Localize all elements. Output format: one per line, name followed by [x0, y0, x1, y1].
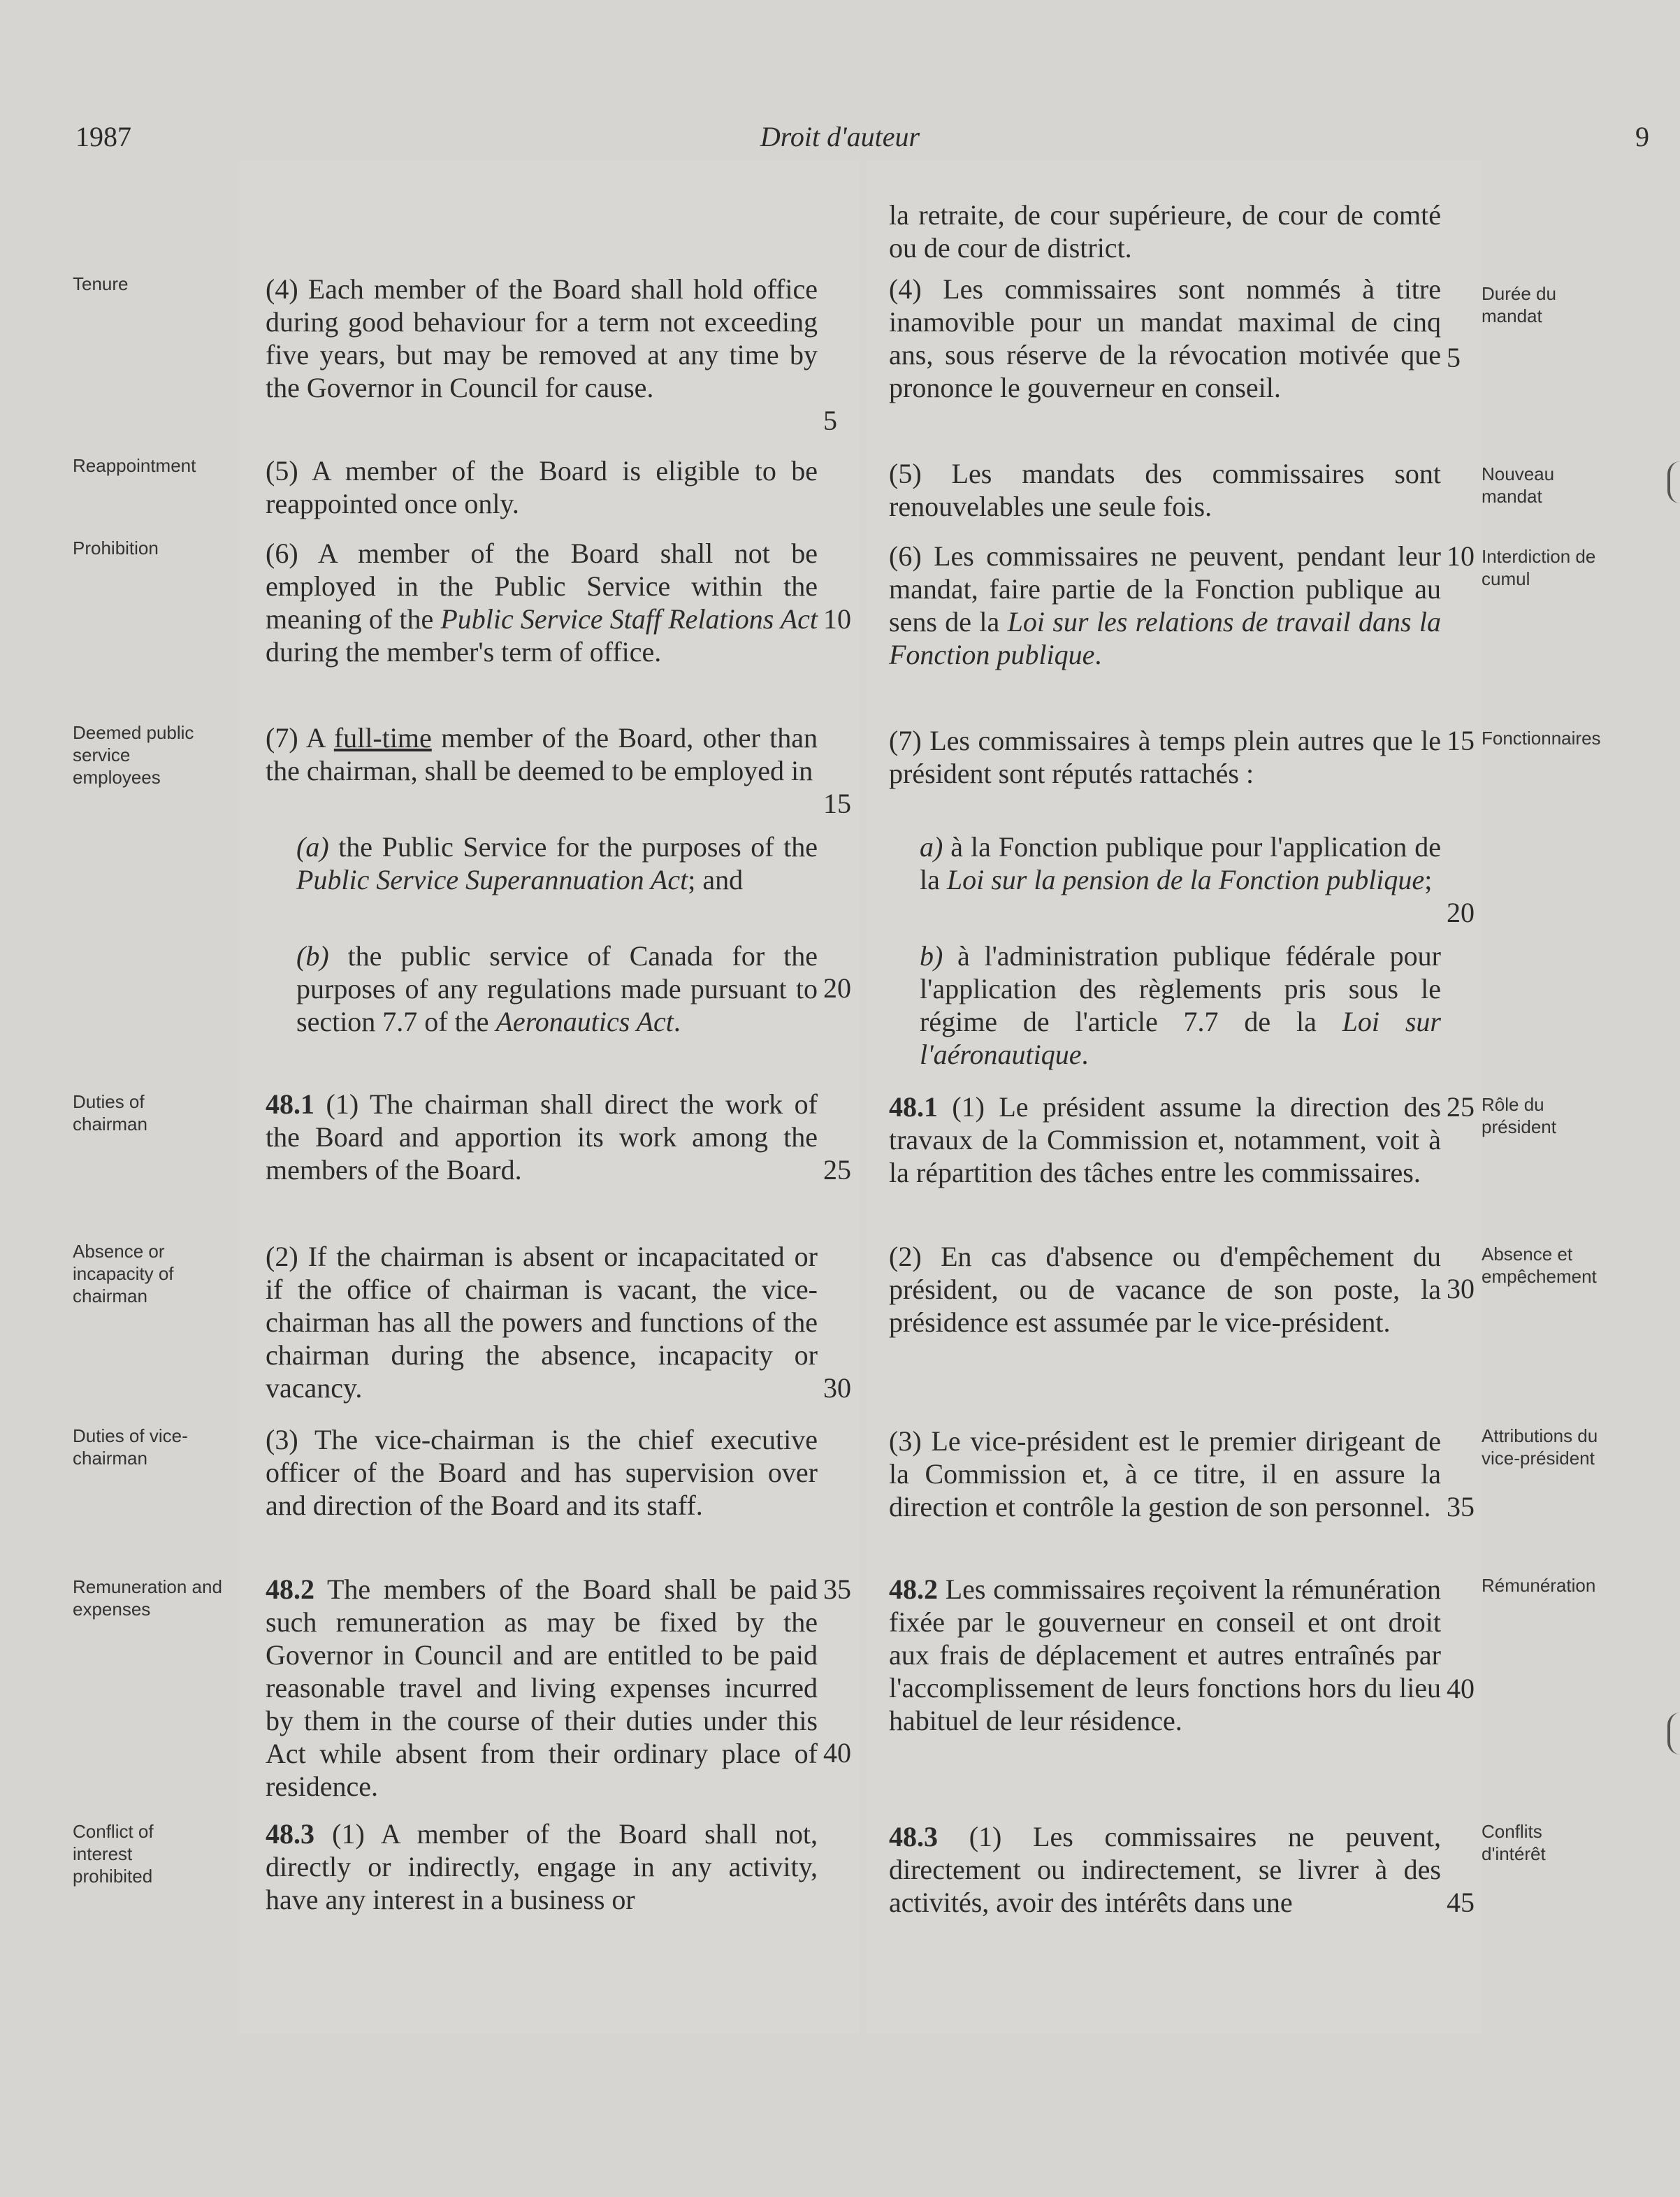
en-section-48-1-3: (3) The vice-chairman is the chief executive officer of the Board and has supervision over and direction of the Board and its staff. — [266, 1424, 818, 1521]
note-duties-of-chairman: Duties of chairman — [73, 1091, 147, 1134]
en-paragraph-b: (b) the public service of Canada for the purposes of any regulations made pursuant to section 7.7 of the Aeronautics Act. — [296, 940, 818, 1037]
note-absence-empechement: Absence et empêchement — [1482, 1244, 1597, 1287]
line-number-en: 15 — [823, 788, 851, 819]
line-number-fr: 25 — [1447, 1091, 1475, 1123]
note-duties-of-vice-chairman: Duties of vice-chairman — [73, 1425, 188, 1469]
en-section-48-2: 48.2 The members of the Board shall be paid such remuneration as may be fixed by the Governor in Council and are entitled to be paid reasonable travel and living expenses incurred by them in the course of their duties under this Act while absent from their ordinary place of residence. — [266, 1573, 818, 1802]
note-absence-of-chairman: Absence or incapacity of chairman — [73, 1241, 174, 1306]
line-number-fr: 45 — [1447, 1887, 1475, 1918]
line-number-en: 20 — [823, 972, 851, 1004]
line-number-fr: 30 — [1447, 1273, 1475, 1304]
note-conflits-interet: Conflits d'intérêt — [1482, 1821, 1546, 1864]
line-number-fr: 35 — [1447, 1491, 1475, 1522]
binding-ring-mark — [1667, 461, 1680, 503]
fr-subsection-4: (4) Les commissaires sont nommés à titre inamovible pour un mandat maximal de cinq ans, sous réserve de la révocation motivée que prononce le gouverneur en conseil. — [889, 273, 1441, 403]
line-number-en: 40 — [823, 1737, 851, 1769]
line-number-fr: 10 — [1447, 540, 1475, 572]
line-number-en: 5 — [823, 405, 837, 436]
header-year: 1987 — [75, 121, 131, 152]
fr-section-48-3: 48.3 (1) Les commissaires ne peuvent, directement ou indirectement, se livrer à des activités, avoir des intérêts dans une — [889, 1821, 1441, 1918]
fr-paragraph-b: b) à l'administration publique fédérale pour l'application des règlements pris sous le régime de l'article 7.7 de la Loi sur l'aéronautique. — [920, 940, 1441, 1070]
fr-section-48-1-2: (2) En cas d'absence ou d'empêchement du président, ou de vacance de son poste, la présidence est assumée par le vice-président. — [889, 1241, 1441, 1338]
en-subsection-7: (7) A full-time member of the Board, other than the chairman, shall be deemed to be employed in — [266, 722, 818, 786]
en-section-number-48-3: 48.3 — [266, 1818, 314, 1850]
en-paragraph-a: (a) the Public Service for the purposes of the Public Service Superannuation Act; and — [296, 831, 818, 895]
note-duree-du-mandat: Durée du mandat — [1482, 283, 1556, 326]
note-tenure: Tenure — [73, 273, 129, 294]
fr-continuation: la retraite, de cour supérieure, de cour de comté ou de cour de district. — [889, 199, 1441, 264]
fr-section-48-2: 48.2 Les commissaires reçoivent la rémunération fixée par le gouverneur en conseil et ont droit aux frais de déplacement et autres entraînés par l'accomplissement de leurs fonctions hors du lieu habituel de leur résidence. — [889, 1573, 1441, 1736]
en-act-title: Public Service Staff Relations Act — [440, 603, 818, 635]
en-subsection-4: (4) Each member of the Board shall hold office during good behaviour for a term not exceeding five years, but may be removed at any time by the Governor in Council for cause. — [266, 273, 818, 403]
fr-paragraph-a: a) à la Fonction publique pour l'application de la Loi sur la pension de la Fonction publique; — [920, 831, 1441, 895]
fr-act-title: Loi sur les relations de travail dans la Fonction publique — [889, 606, 1441, 670]
line-number-fr: 40 — [1447, 1673, 1475, 1704]
note-conflict-of-interest: Conflict of interest prohibited — [73, 1821, 154, 1887]
fr-section-number-48-3: 48.3 — [889, 1821, 938, 1852]
en-underlined-full-time: full-time — [333, 722, 432, 754]
fr-subsection-6: (6) Les commissaires ne peuvent, pendant leur mandat, faire partie de la Fonction publique au sens de la Loi sur les relations de travail dans la Fonction publique. — [889, 540, 1441, 670]
page-number: 9 — [1635, 121, 1649, 152]
fr-section-number-48-2: 48.2 — [889, 1573, 938, 1605]
header-title: Droit d'auteur — [760, 121, 920, 152]
line-number-en: 35 — [823, 1573, 851, 1605]
line-number-en: 30 — [823, 1372, 851, 1404]
en-subsection-6: (6) A member of the Board shall not be employed in the Public Service within the meaning of the Public Service Staff Relations Act during the member's term of office. — [266, 538, 818, 668]
en-section-48-1: 48.1 (1) The chairman shall direct the work of the Board and apportion its work among the members of the Board. — [266, 1088, 818, 1186]
note-attributions-vice-president: Attributions du vice-président — [1482, 1425, 1598, 1469]
fr-subsection-5: (5) Les mandats des commissaires sont renouvelables une seule fois. — [889, 458, 1441, 522]
line-number-fr: 15 — [1447, 725, 1475, 756]
line-number-en: 10 — [823, 603, 851, 635]
fr-section-number-48-1: 48.1 — [889, 1091, 938, 1123]
note-prohibition: Prohibition — [73, 538, 159, 559]
note-remuneration: Remuneration and expenses — [73, 1576, 222, 1620]
note-fonctionnaires: Fonctionnaires — [1482, 728, 1601, 749]
note-role-du-president: Rôle du président — [1482, 1094, 1556, 1137]
en-section-number-48-2: 48.2 — [266, 1573, 314, 1605]
fr-section-48-1-3: (3) Le vice-président est le premier dirigeant de la Commission et, à ce titre, il en assure la direction et contrôle la gestion de son personnel. — [889, 1425, 1441, 1522]
note-nouveau-mandat: Nouveau mandat — [1482, 463, 1555, 507]
note-interdiction-de-cumul: Interdiction de cumul — [1482, 546, 1596, 589]
en-subsection-5: (5) A member of the Board is eligible to be reappointed once only. — [266, 455, 818, 519]
note-reappointment: Reappointment — [73, 455, 196, 476]
line-number-fr: 20 — [1447, 897, 1475, 928]
en-section-48-1-2: (2) If the chairman is absent or incapacitated or if the office of chairman is vacant, the vice-chairman has all the powers and functions of the chairman during the absence, incapacity or vacancy. — [266, 1241, 818, 1404]
fr-section-48-1: 48.1 (1) Le président assume la direction des travaux de la Commission et, notamment, voit à la répartition des tâches entre les commissaires. — [889, 1091, 1441, 1188]
note-deemed-public-service: Deemed public service employees — [73, 722, 194, 788]
line-number-en: 25 — [823, 1154, 851, 1186]
note-remuneration-fr: Rémunération — [1482, 1575, 1596, 1596]
fr-subsection-7: (7) Les commissaires à temps plein autres que le président sont réputés rattachés : — [889, 725, 1441, 789]
binding-ring-mark — [1667, 1713, 1680, 1755]
line-number-fr: 5 — [1447, 342, 1461, 373]
en-section-48-3: 48.3 (1) A member of the Board shall not, directly or indirectly, engage in any activity, have any interest in a business or — [266, 1818, 818, 1915]
en-section-number-48-1: 48.1 — [266, 1088, 314, 1120]
